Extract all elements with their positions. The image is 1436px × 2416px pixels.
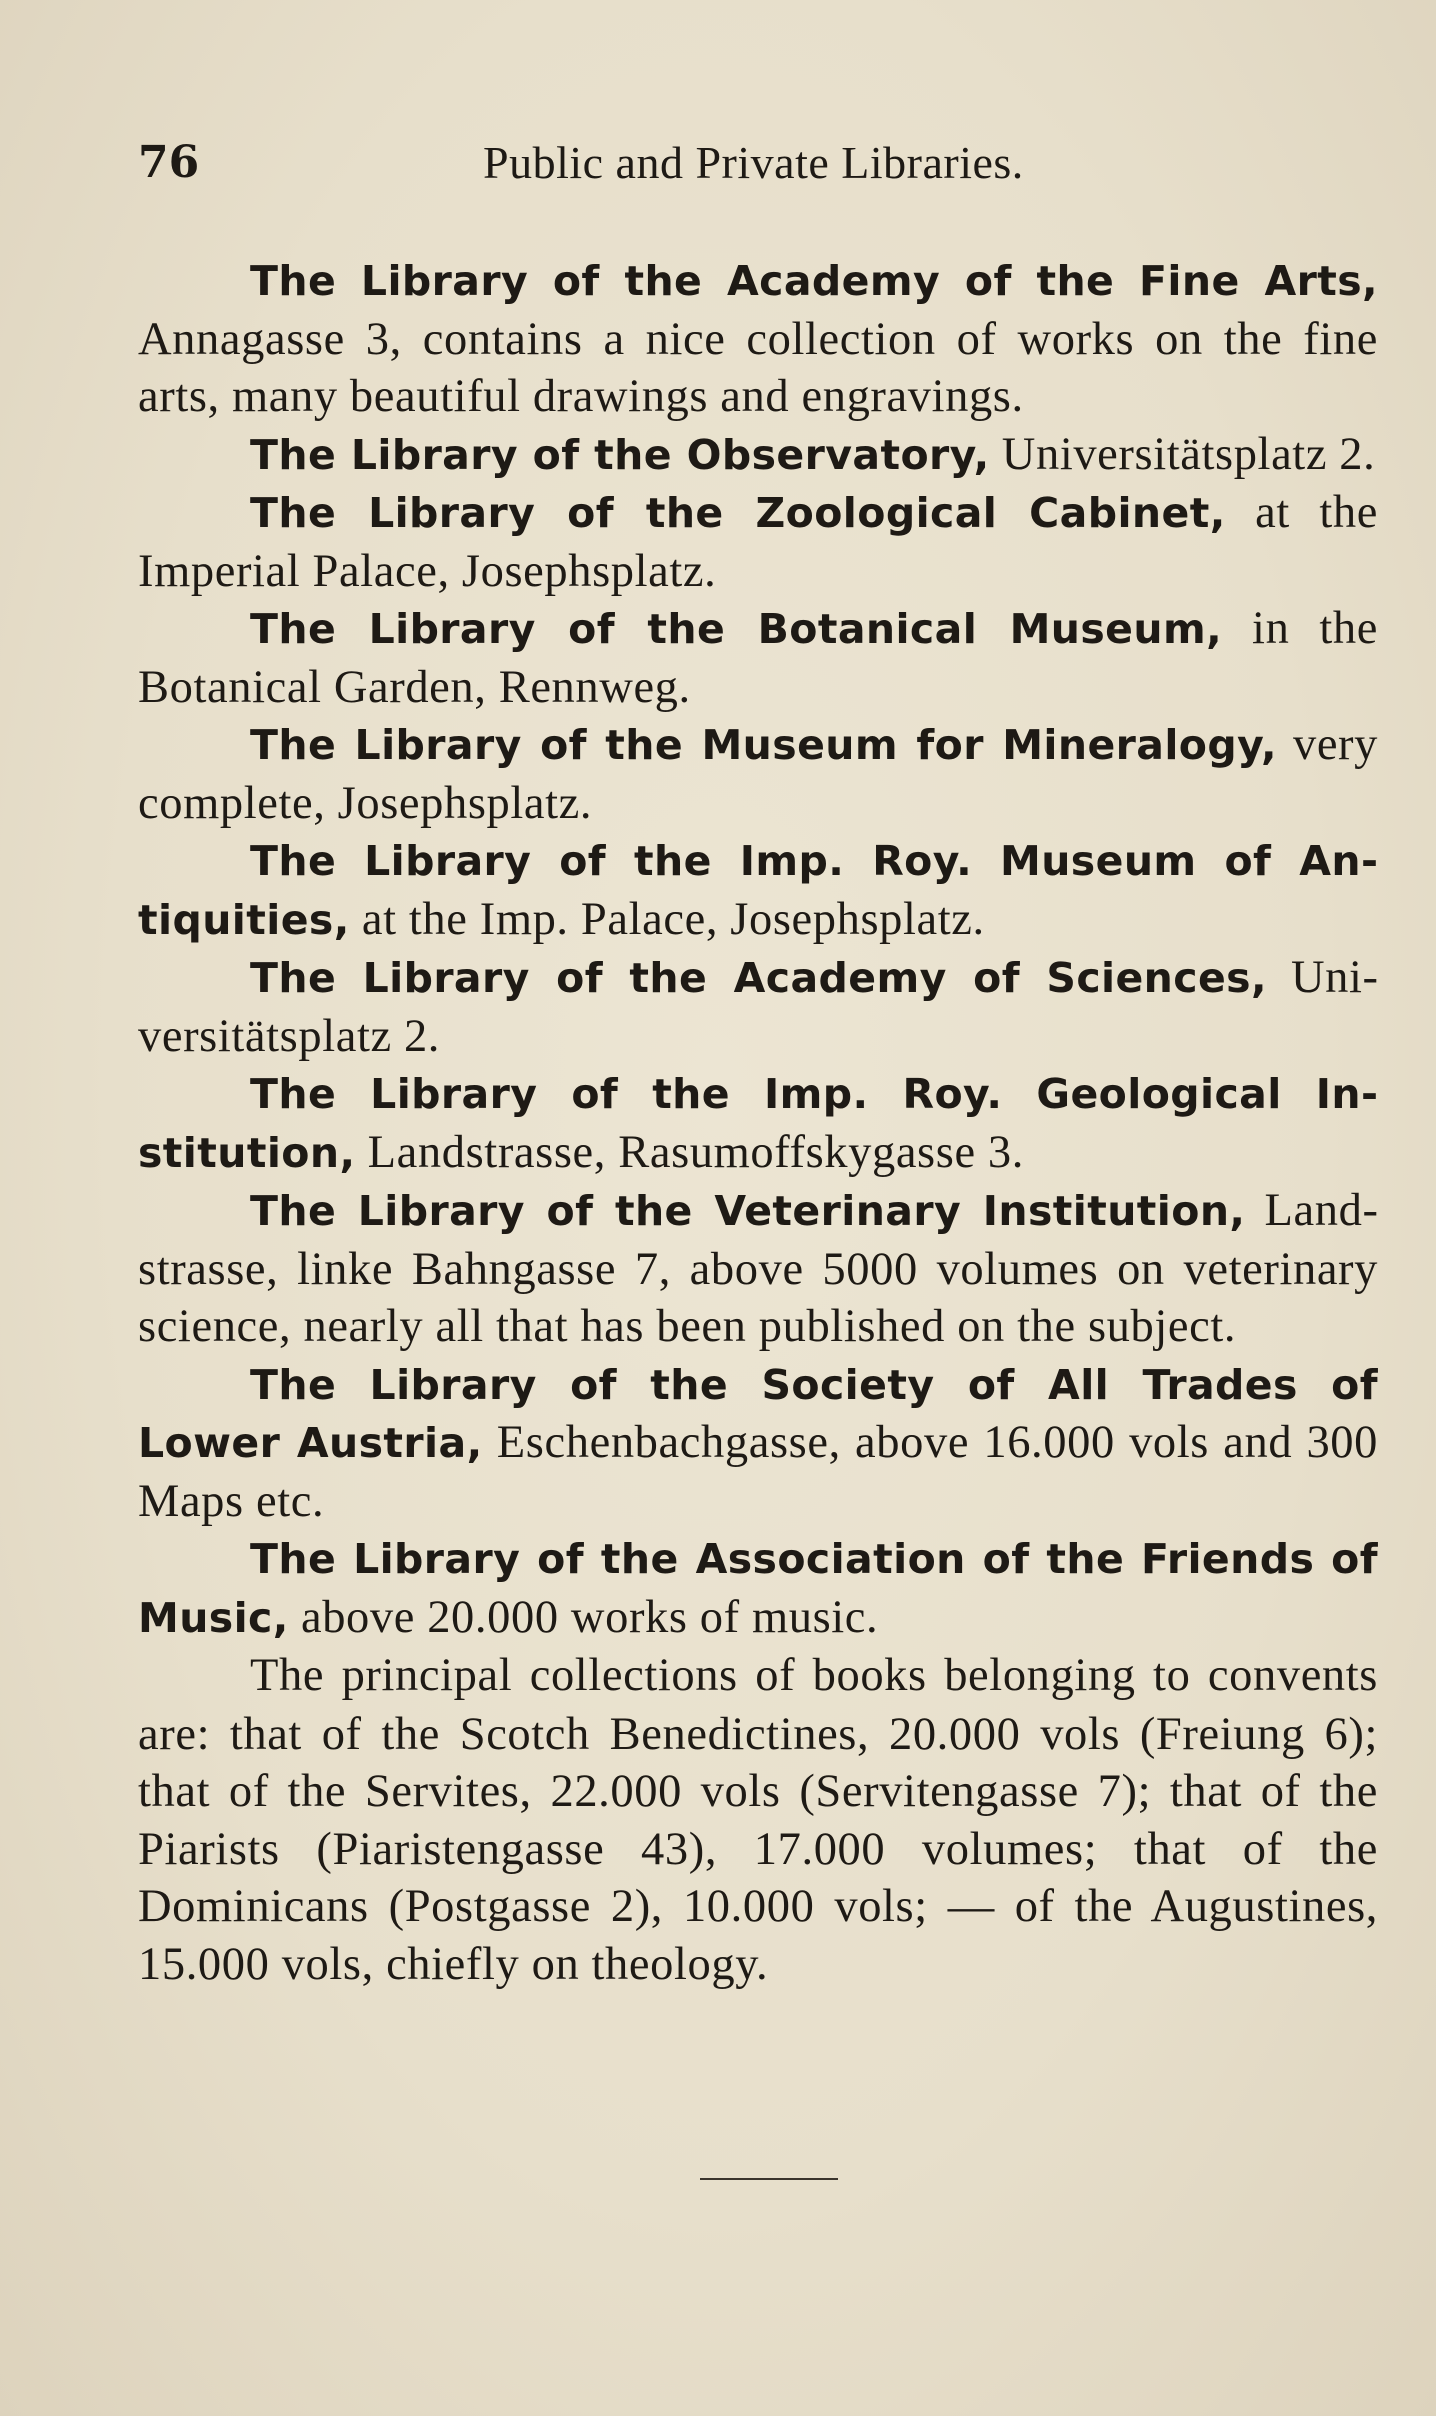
- library-entry-observatory: [138, 426, 1378, 485]
- library-entry-mineralogy: [138, 716, 1378, 832]
- entry-text: The principal collections of books belonging to convents are: that of the Scotch Benedictines, 20.000 vols (Freiung 6); that of the Servites, 22.000 vols (Servitengasse 7); that of the Piarists (Piaristengasse 43), 17.000 volumes; that of the Dominicans (Postgasse 2), 10.000 vols; — of the Augustines, 15.000 vols, chiefly on theology.: [138, 1650, 1378, 1990]
- library-entry-antiquities: [138, 832, 1378, 949]
- entry-title: The Library of the Imp. Roy. Museum of Antiquities,: [138, 837, 1378, 944]
- entry-text: Landstrasse, linke Bahngasse 7, above 5000 volumes on veterinary science, nearly all that has been published on the subject.: [138, 1185, 1378, 1352]
- entry-title: The Library of the Imp. Roy. Geological Institution,: [138, 1070, 1378, 1177]
- entry-text: in the Botanical Garden, Rennweg.: [138, 603, 1379, 713]
- entry-text: at the Imperial Palace, Josephsplatz.: [138, 487, 1378, 597]
- entry-title: The Library of the Society of All Trades of Lower Austria,: [138, 1360, 1378, 1467]
- page-number: 76: [138, 137, 200, 188]
- entry-text: above 20.000 works of music.: [288, 1591, 879, 1643]
- running-title: Public and Private Libraries.: [483, 137, 1024, 188]
- entry-text: Eschenbachgasse, above 16.000 vols and 300 Maps etc.: [138, 1417, 1378, 1527]
- library-entry-friends-of-music: [138, 1530, 1378, 1647]
- entry-text: at the Imp. Palace, Josephsplatz.: [349, 893, 985, 945]
- entry-text: Universitätsplatz 2.: [138, 952, 1378, 1062]
- entry-title: The Library of the Academy of the Fine Arts,: [250, 257, 1378, 305]
- entry-title: The Library of the Academy of Sciences,: [250, 954, 1267, 1002]
- entry-text: Landstrasse, Rasumoffskygasse 3.: [355, 1126, 1024, 1178]
- entry-title: The Library of the Museum for Mineralogy,: [250, 721, 1278, 769]
- entry-title: The Library of the Zoological Cabinet,: [250, 489, 1226, 537]
- entry-title: The Library of the Veterinary Institution,: [250, 1187, 1246, 1235]
- library-entry-veterinary-institution: [138, 1182, 1378, 1356]
- library-entry-geological-institution: [138, 1065, 1378, 1182]
- entry-text: Annagasse 3, contains a nice collection of works on the fine arts, many beautiful drawings and engravings.: [138, 313, 1378, 422]
- library-entry-fine-arts: [138, 252, 1378, 426]
- entry-text: very complete, Josephsplatz.: [138, 719, 1378, 829]
- entry-title: The Library of the Association of the Friends of Music,: [138, 1535, 1378, 1642]
- entry-text: Universitätsplatz 2.: [989, 428, 1376, 480]
- convent-collections-paragraph: [138, 1647, 1378, 1993]
- library-entry-academy-sciences: [138, 949, 1378, 1065]
- page-body: [138, 252, 1378, 1993]
- page-header: [138, 128, 1378, 198]
- entry-title: The Library of the Observatory,: [250, 430, 990, 479]
- entry-title: The Library of the Botanical Museum,: [250, 605, 1223, 653]
- section-end-rule: [700, 2178, 838, 2180]
- library-entry-botanical-museum: [138, 600, 1378, 716]
- library-entry-society-all-trades: [138, 1356, 1378, 1531]
- library-entry-zoological-cabinet: [138, 484, 1378, 600]
